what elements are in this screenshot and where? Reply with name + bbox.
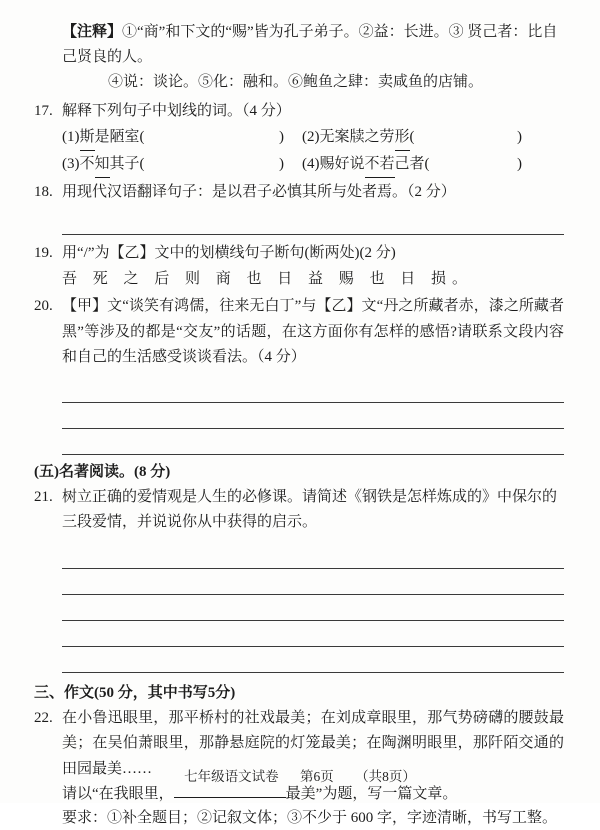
q17-item-2 — [302, 124, 564, 151]
answer-line — [62, 403, 564, 429]
q22-title-line — [62, 782, 564, 806]
footnote-text-1: ①“商”和下文的“赐”皆为孔子弟子。②益：长进。③ 贤己者：比自己贤良的人。 — [62, 24, 558, 65]
section-title-composition: 三、作文(50 分，其中书写5分) — [34, 684, 236, 701]
q17-items-grid — [62, 124, 564, 178]
q22-requirements: 要求：①补全题目；②记叙文体；③不少于 600 字，字迹清晰，书写工整。 — [62, 810, 558, 826]
underlined-word: 斯 — [80, 124, 95, 151]
question-22-text: 在小鲁迅眼里，那平桥村的社戏最美；在刘成章眼里，那气势磅礴的腰鼓最美；在吴伯萧眼里，那静悬庭院的灯笼最美；在陶渊明眼里，那阡陌交通的田园最美…… — [62, 709, 564, 777]
q17-item-4 — [302, 151, 564, 178]
question-19-number: 19. — [34, 245, 53, 261]
question-17-number: 17. — [34, 103, 53, 119]
answer-line — [62, 377, 564, 403]
page-footer — [0, 765, 600, 785]
close-paren: ) — [517, 129, 522, 145]
close-paren: ) — [517, 156, 522, 172]
underlined-word: 形 — [395, 124, 410, 151]
answer-line — [62, 429, 564, 455]
answer-line — [62, 621, 564, 647]
item-prefix: (2)无案牍之劳 — [302, 129, 395, 145]
footer-total-pages: （共8页） — [355, 769, 416, 784]
question-20 — [34, 294, 564, 371]
close-paren: ) — [279, 129, 284, 145]
item-prefix: (4)赐好说 — [302, 156, 365, 172]
item-prefix: (3)不 — [62, 156, 95, 172]
footer-page-number: 第6页 — [300, 769, 334, 784]
question-19-text: 用“/”为【乙】文中的划横线句子断句(断两处)(2 分) — [62, 245, 396, 261]
item-suffix: 是陋室( — [94, 129, 145, 145]
answer-line — [62, 595, 564, 621]
q19-sentence: 吾 死 之 后 则 商 也 日 益 赐 也 日 损。 — [62, 271, 474, 287]
section-title-reading: (五)名著阅读。(8 分) — [34, 463, 171, 480]
question-18 — [34, 180, 564, 205]
question-18-number: 18. — [34, 184, 53, 200]
q17-item-3 — [62, 151, 284, 178]
question-21 — [34, 485, 564, 535]
question-20-number: 20. — [34, 298, 53, 314]
footnotes-block — [34, 20, 564, 95]
footnote-line-2: ④说：谈论。⑤化：融和。⑥鲍鱼之肆：卖咸鱼的店铺。 — [108, 74, 484, 90]
answer-line — [62, 569, 564, 595]
answer-line — [62, 543, 564, 569]
answer-line — [62, 205, 564, 235]
footnote-line-1 — [34, 20, 564, 70]
question-21-number: 21. — [34, 488, 53, 505]
answer-line — [62, 647, 564, 673]
close-paren: ) — [279, 156, 284, 172]
question-17 — [34, 99, 564, 124]
footnote-label: 【注释】 — [62, 24, 123, 40]
underlined-word: 不若 — [365, 151, 395, 178]
underlined-word: 知 — [95, 151, 110, 178]
question-21-text: 树立正确的爱情观是人生的必修课。请简述《钢铁是怎样炼成的》中保尔的三段爱情，并说说你从中获得的启示。 — [62, 488, 558, 530]
item-suffix: 己者( — [394, 156, 430, 172]
question-18-text: 用现代汉语翻译句子：是以君子必慎其所与处者焉。（2 分） — [62, 184, 456, 200]
question-22-number: 22. — [34, 709, 53, 726]
q17-item-1 — [62, 124, 284, 151]
item-suffix: ( — [409, 129, 415, 145]
item-suffix: 其子( — [109, 156, 145, 172]
question-17-text: 解释下列句子中划线的词。（4 分） — [62, 103, 291, 119]
title-post: 最美”为题，写一篇文章。 — [285, 786, 458, 802]
title-blank — [174, 784, 286, 798]
question-19 — [34, 241, 564, 266]
item-prefix: (1) — [62, 129, 80, 145]
footer-exam-name: 七年级语文试卷 — [184, 769, 279, 784]
title-pre: 请以“在我眼里， — [62, 786, 174, 802]
question-20-text: 【甲】文“谈笑有鸿儒，往来无白丁”与【乙】文“丹之所藏者赤，漆之所藏者黑”等涉及的都是“交友”的话题，在这方面你有怎样的感悟?请联系文段内容和自己的生活感受谈谈看法。（4 分） — [62, 298, 564, 365]
